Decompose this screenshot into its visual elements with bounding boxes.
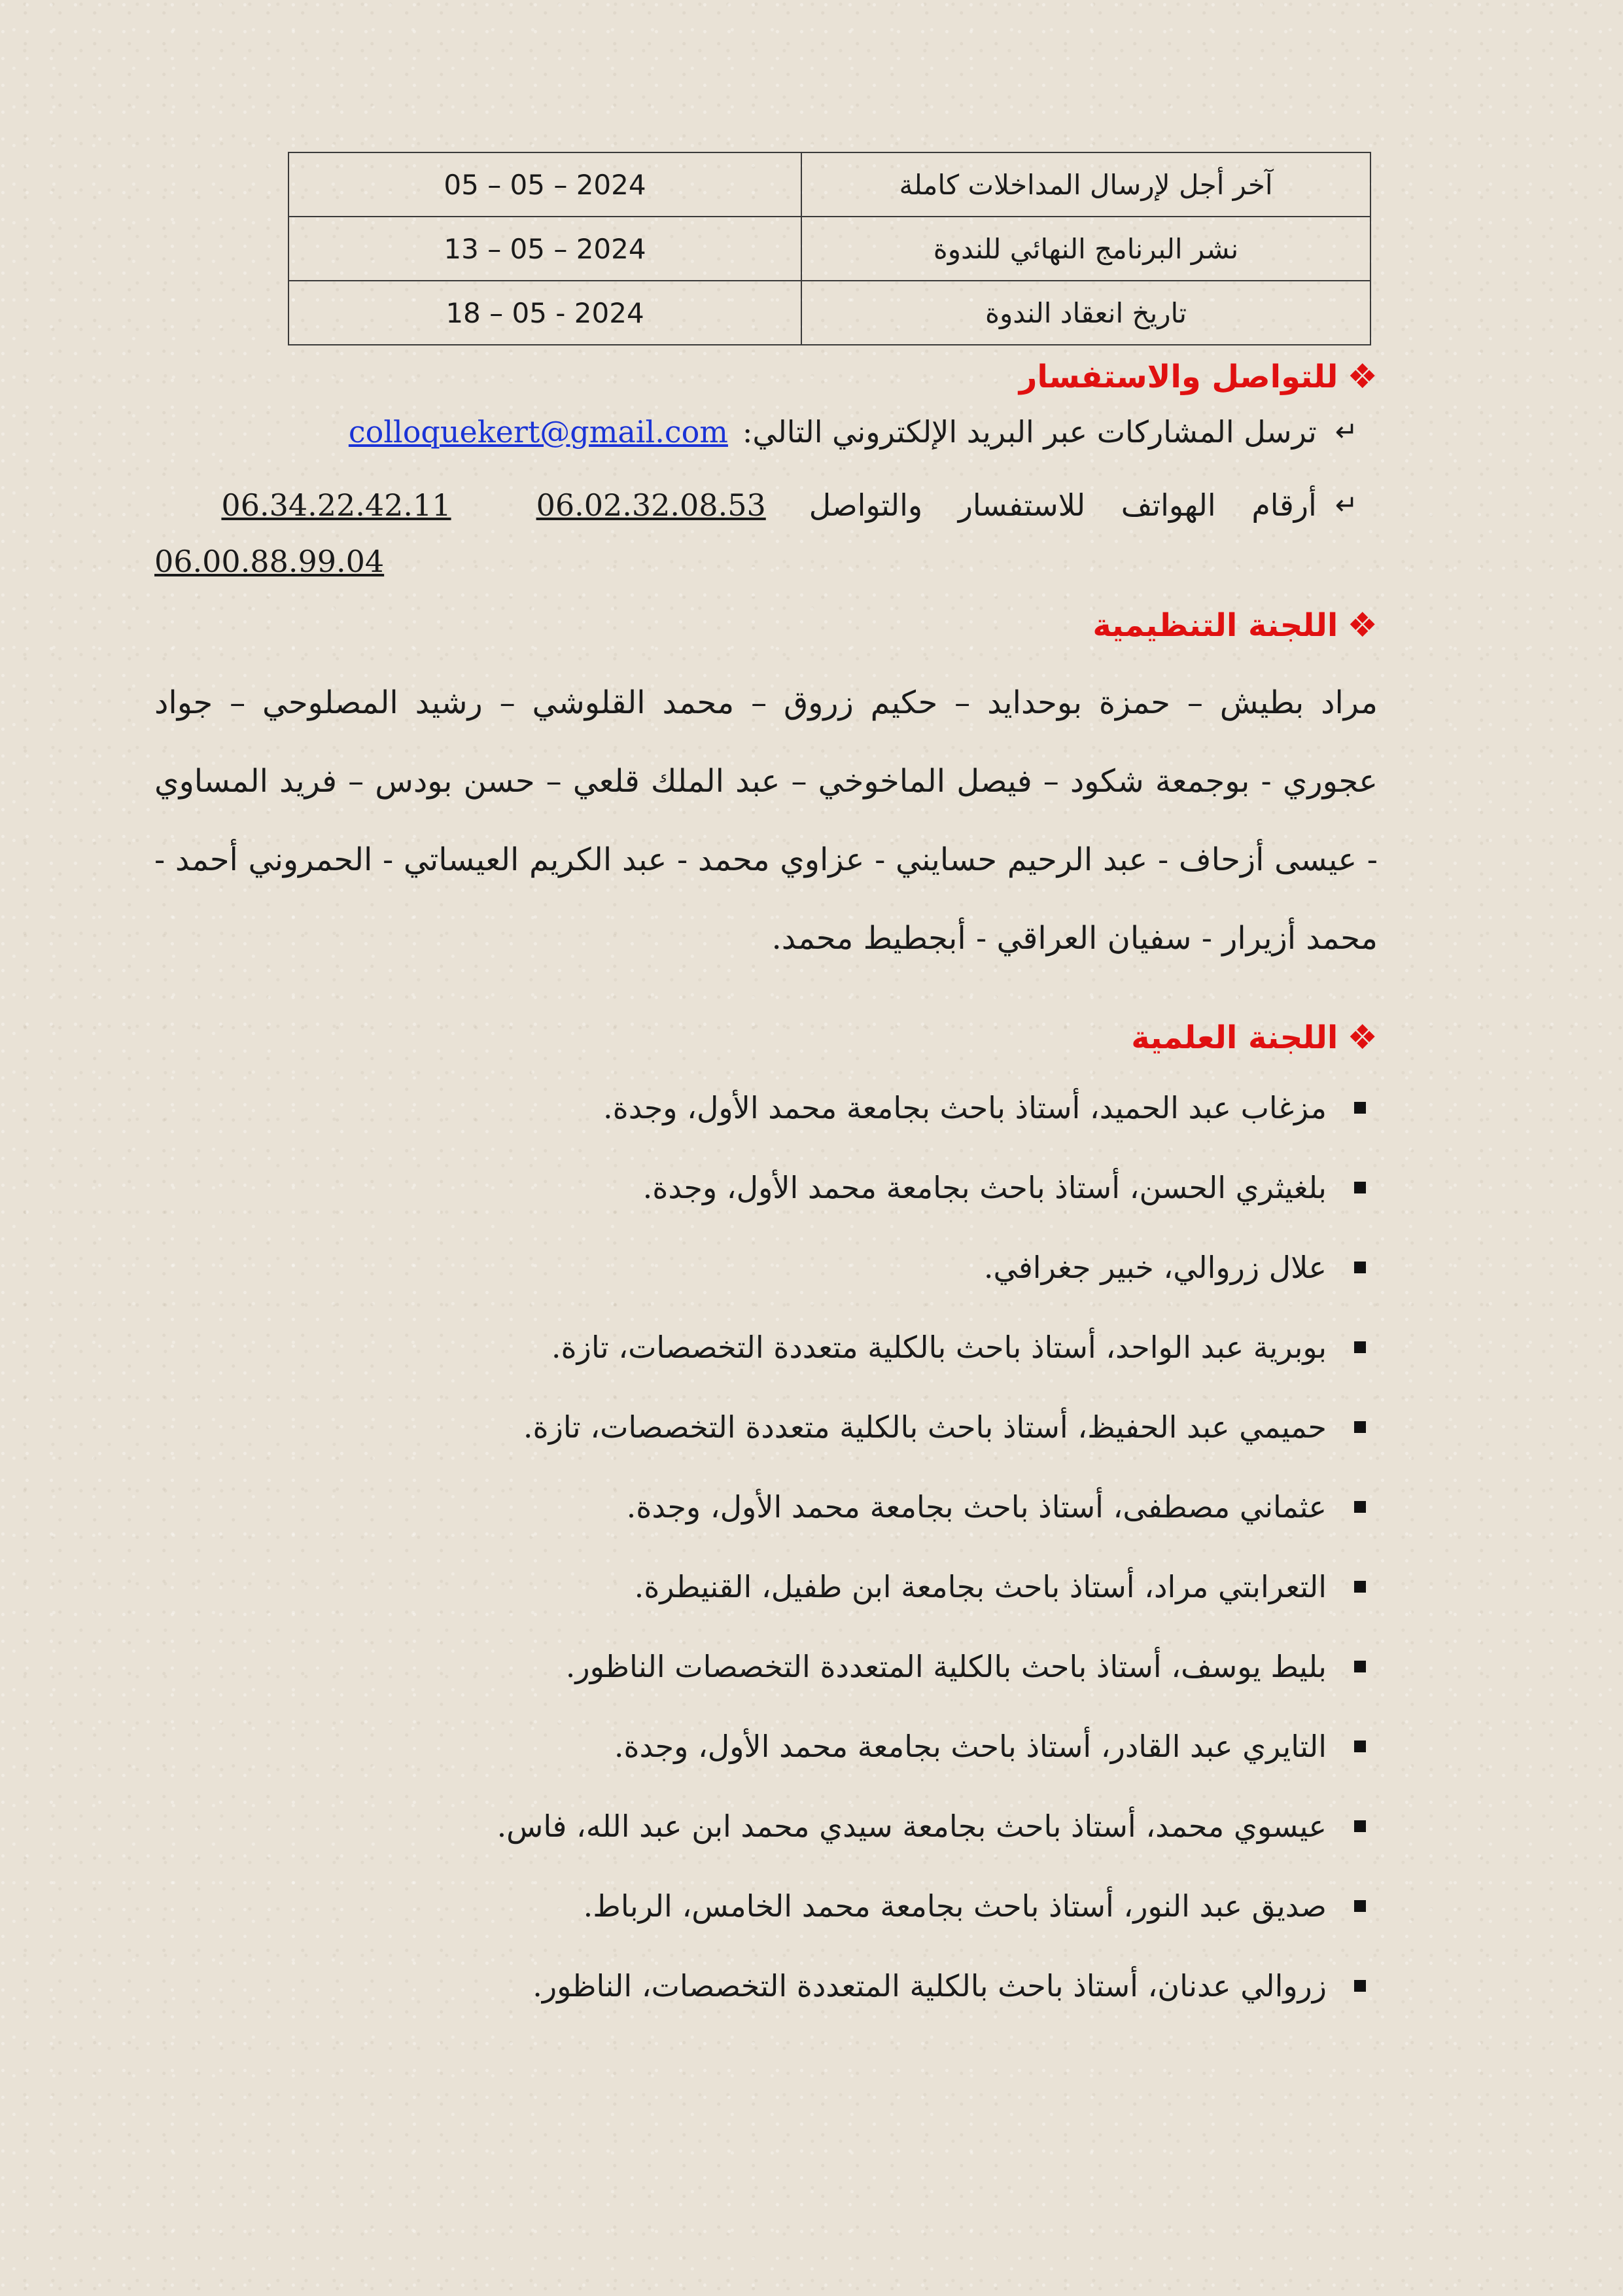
list-item (154, 1547, 1366, 1627)
phones-line (154, 468, 1358, 542)
email-label: ترسل المشاركات عبر البريد الإلكتروني التالي: (742, 414, 1317, 450)
organizing-committee-members: مراد بطيش – حمزة بوحدايد – حكيم زروق – محمد القلوشي – رشيد المصلوحي – جواد عجوري - بوجمعة شكود – فيصل الماخوخي – عبد الملك قلعي – حسن بودس – فريد المساوي - عيسى أزحاف - عبد الرحيم حسايني - عزاوي محمد - عبد الكريم العيساتي - الحمروني أحمد - محمد أزيرار - سفيان العراقي - أبجطيط محمد. (154, 684, 1378, 957)
phone-number[interactable]: 06.34.22.42.11 (221, 487, 451, 523)
table-row (288, 281, 1370, 345)
return-arrow-icon: ↵ (1335, 489, 1358, 521)
square-bullet-icon (1354, 1661, 1366, 1672)
date-value-cell: 05 – 05 – 2024 (288, 152, 801, 217)
square-bullet-icon (1354, 1980, 1366, 1992)
member-text: حميمي عبد الحفيظ، أستاذ باحث بالكلية متعددة التخصصات، تازة. (523, 1409, 1327, 1445)
list-item (154, 1946, 1366, 2026)
phone-number[interactable]: 06.02.32.08.53 (536, 487, 766, 523)
diamond-bullet-icon: ❖ (1347, 1018, 1378, 1057)
square-bullet-icon (1354, 1581, 1366, 1593)
member-text: التعرابتي مراد، أستاذ باحث بجامعة ابن طفيل، القنيطرة. (634, 1569, 1327, 1604)
list-item (154, 1068, 1366, 1148)
table-row (288, 217, 1370, 281)
member-text: مزغاب عبد الحميد، أستاذ باحث بجامعة محمد الأول، وجدة. (602, 1090, 1327, 1125)
list-item (154, 1467, 1366, 1547)
member-text: عثماني مصطفى، أستاذ باحث بجامعة محمد الأول، وجدة. (626, 1489, 1327, 1525)
organizing-committee-heading-text: اللجنة التنظيمية (1092, 607, 1338, 644)
member-text: زروالي عدنان، أستاذ باحث بالكلية المتعددة التخصصات، الناظور. (532, 1968, 1327, 2004)
list-item (154, 1387, 1366, 1467)
member-text: صديق عبد النور، أستاذ باحث بجامعة محمد الخامس، الرباط. (583, 1888, 1327, 1924)
list-item (154, 1866, 1366, 1946)
date-label-cell: تاريخ انعقاد الندوة (801, 281, 1370, 345)
square-bullet-icon (1354, 1501, 1366, 1513)
diamond-bullet-icon: ❖ (1347, 606, 1378, 645)
square-bullet-icon (1354, 1102, 1366, 1114)
scientific-committee-heading (154, 1019, 1378, 1056)
square-bullet-icon (1354, 1262, 1366, 1273)
scientific-committee-heading-text: اللجنة العلمية (1131, 1019, 1338, 1056)
list-item (154, 1627, 1366, 1706)
dates-table (288, 152, 1371, 345)
email-link[interactable]: colloquekert@gmail.com (348, 414, 728, 450)
contact-heading (154, 359, 1378, 395)
list-item (154, 1227, 1366, 1307)
date-label-cell: نشر البرنامج النهائي للندوة (801, 217, 1370, 281)
scientific-committee-list (154, 1068, 1378, 2026)
email-line (154, 395, 1358, 468)
return-arrow-icon: ↵ (1335, 415, 1358, 448)
list-item (154, 1148, 1366, 1227)
member-text: بوبرية عبد الواحد، أستاذ باحث بالكلية متعددة التخصصات، تازة. (551, 1330, 1327, 1365)
contact-heading-text: للتواصل والاستفسار (1019, 359, 1338, 395)
member-text: بلغيثري الحسن، أستاذ باحث بجامعة محمد الأول، وجدة. (642, 1170, 1327, 1205)
list-item (154, 1307, 1366, 1387)
square-bullet-icon (1354, 1820, 1366, 1832)
square-bullet-icon (1354, 1341, 1366, 1353)
member-text: بليط يوسف، أستاذ باحث بالكلية المتعددة التخصصات الناظور. (565, 1649, 1327, 1684)
member-text: التايري عبد القادر، أستاذ باحث بجامعة محمد الأول، وجدة. (614, 1729, 1327, 1764)
square-bullet-icon (1354, 1182, 1366, 1193)
member-text: عيسوي محمد، أستاذ باحث بجامعة سيدي محمد ابن عبد الله، فاس. (497, 1809, 1327, 1844)
list-item (154, 1706, 1366, 1786)
phones-label: أرقام الهواتف للاستفسار والتواصل (809, 487, 1317, 523)
date-value-cell: 13 – 05 – 2024 (288, 217, 801, 281)
square-bullet-icon (1354, 1900, 1366, 1912)
list-item (154, 1786, 1366, 1866)
table-row (288, 152, 1370, 217)
date-label-cell: آخر أجل لإرسال المداخلات كاملة (801, 152, 1370, 217)
document-page (154, 152, 1378, 2026)
square-bullet-icon (1354, 1421, 1366, 1433)
square-bullet-icon (1354, 1740, 1366, 1752)
member-text: علال زروالي، خبير جغرافي. (983, 1250, 1327, 1285)
diamond-bullet-icon: ❖ (1347, 357, 1378, 397)
organizing-committee-heading (154, 607, 1378, 644)
date-value-cell: 18 – 05 - 2024 (288, 281, 801, 345)
phone-number[interactable]: 06.00.88.99.04 (154, 544, 385, 579)
